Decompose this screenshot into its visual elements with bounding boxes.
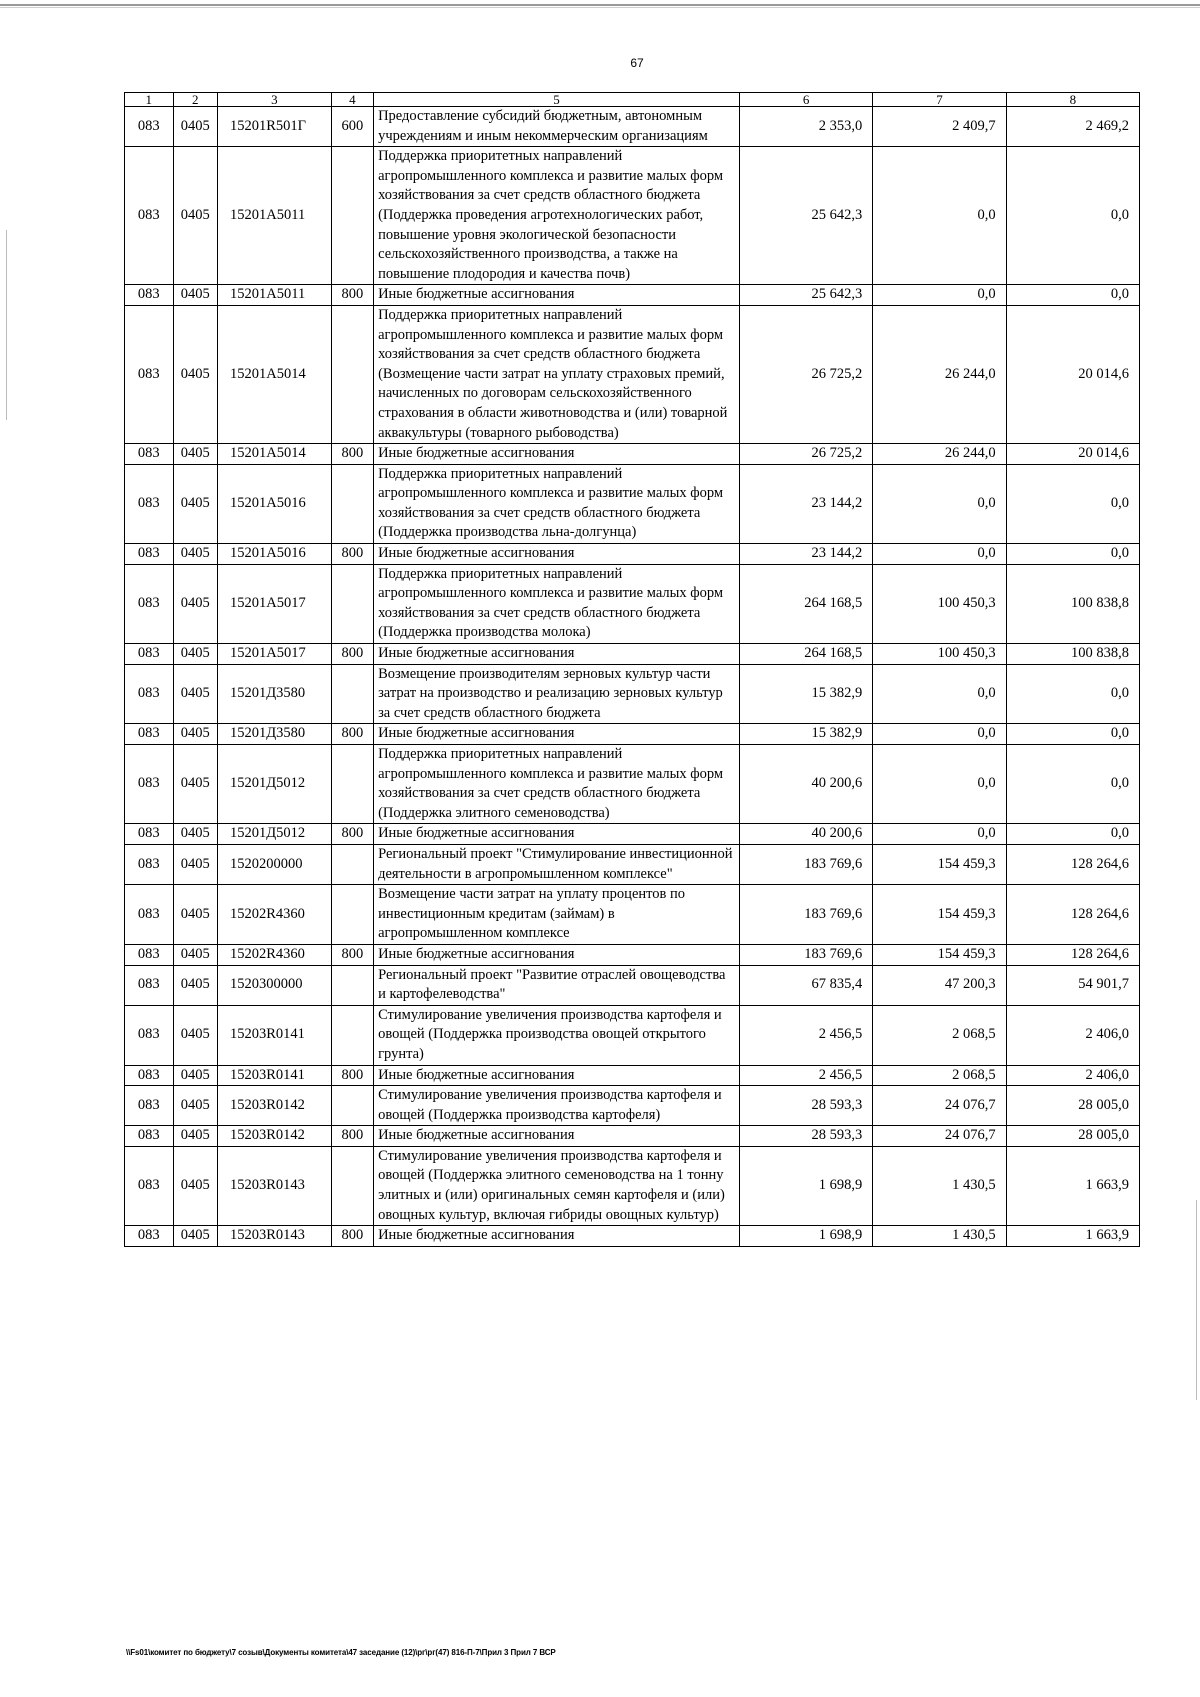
item-name: Иные бюджетные ассигнования <box>374 544 740 565</box>
ministry-code: 083 <box>125 1146 174 1225</box>
amount-year-1: 183 769,6 <box>739 885 872 945</box>
expense-type-code: 800 <box>331 1226 373 1247</box>
expense-type-code <box>331 745 373 824</box>
target-article-code: 15201Д3580 <box>218 664 332 724</box>
section-code: 0405 <box>173 107 217 147</box>
file-path-footer: \\Fs01\комитет по бюджету\7 созыв\Документы комитета\47 заседание (12)\рг\рг(47) 816-П-7\Прил 3 Прил 7 ВСР <box>126 1648 556 1657</box>
item-name: Региональный проект "Стимулирование инвестиционной деятельности в агропромышленном комплексе" <box>374 844 740 884</box>
section-code: 0405 <box>173 944 217 965</box>
amount-year-2: 2 409,7 <box>873 107 1006 147</box>
ministry-code: 083 <box>125 285 174 306</box>
amount-year-3: 28 005,0 <box>1006 1086 1139 1126</box>
amount-year-1: 26 725,2 <box>739 444 872 465</box>
table-row <box>125 1086 1140 1126</box>
ministry-code: 083 <box>125 745 174 824</box>
column-number-row <box>125 93 1140 107</box>
amount-year-2: 2 068,5 <box>873 1065 1006 1086</box>
expense-type-code: 800 <box>331 824 373 845</box>
amount-year-3: 20 014,6 <box>1006 305 1139 443</box>
expense-type-code <box>331 664 373 724</box>
amount-year-1: 28 593,3 <box>739 1126 872 1147</box>
amount-year-3: 0,0 <box>1006 824 1139 845</box>
section-code: 0405 <box>173 1086 217 1126</box>
target-article-code: 1520300000 <box>218 965 332 1005</box>
amount-year-2: 47 200,3 <box>873 965 1006 1005</box>
expense-type-code: 800 <box>331 1065 373 1086</box>
ministry-code: 083 <box>125 824 174 845</box>
table-row <box>125 664 1140 724</box>
amount-year-2: 0,0 <box>873 544 1006 565</box>
column-number: 2 <box>173 93 217 107</box>
ministry-code: 083 <box>125 1065 174 1086</box>
table-row <box>125 1226 1140 1247</box>
item-name: Стимулирование увеличения производства картофеля и овощей (Поддержка производства картофеля) <box>374 1086 740 1126</box>
expense-type-code <box>331 885 373 945</box>
table-row <box>125 965 1140 1005</box>
amount-year-3: 100 838,8 <box>1006 564 1139 643</box>
ministry-code: 083 <box>125 147 174 285</box>
target-article-code: 15203R0143 <box>218 1146 332 1225</box>
item-name: Иные бюджетные ассигнования <box>374 1226 740 1247</box>
table-row <box>125 944 1140 965</box>
amount-year-3: 100 838,8 <box>1006 644 1139 665</box>
section-code: 0405 <box>173 664 217 724</box>
amount-year-1: 264 168,5 <box>739 644 872 665</box>
table-row <box>125 544 1140 565</box>
item-name: Поддержка приоритетных направлений агропромышленного комплекса и развитие малых форм хозяйствования за счет средств областного бюджета (Поддержка элитного семеноводства) <box>374 745 740 824</box>
amount-year-2: 154 459,3 <box>873 885 1006 945</box>
amount-year-1: 40 200,6 <box>739 824 872 845</box>
scan-edge-mark <box>6 230 7 420</box>
ministry-code: 083 <box>125 965 174 1005</box>
section-code: 0405 <box>173 305 217 443</box>
expense-type-code: 800 <box>331 644 373 665</box>
table-row <box>125 107 1140 147</box>
table-row <box>125 1065 1140 1086</box>
amount-year-2: 26 244,0 <box>873 444 1006 465</box>
item-name: Иные бюджетные ассигнования <box>374 824 740 845</box>
amount-year-2: 154 459,3 <box>873 844 1006 884</box>
item-name: Возмещение части затрат на уплату процентов по инвестиционным кредитам (займам) в агропромышленном комплексе <box>374 885 740 945</box>
table-row <box>125 444 1140 465</box>
target-article-code: 15202R4360 <box>218 944 332 965</box>
amount-year-2: 0,0 <box>873 147 1006 285</box>
target-article-code: 1520200000 <box>218 844 332 884</box>
amount-year-1: 25 642,3 <box>739 147 872 285</box>
table-row <box>125 147 1140 285</box>
ministry-code: 083 <box>125 1005 174 1065</box>
table-row <box>125 285 1140 306</box>
expense-type-code <box>331 564 373 643</box>
amount-year-3: 2 406,0 <box>1006 1005 1139 1065</box>
target-article-code: 15201Д5012 <box>218 824 332 845</box>
amount-year-3: 54 901,7 <box>1006 965 1139 1005</box>
amount-year-1: 2 353,0 <box>739 107 872 147</box>
expense-type-code: 800 <box>331 444 373 465</box>
amount-year-3: 20 014,6 <box>1006 444 1139 465</box>
section-code: 0405 <box>173 1005 217 1065</box>
section-code: 0405 <box>173 444 217 465</box>
amount-year-2: 24 076,7 <box>873 1086 1006 1126</box>
amount-year-1: 1 698,9 <box>739 1226 872 1247</box>
table-row <box>125 1126 1140 1147</box>
amount-year-3: 2 406,0 <box>1006 1065 1139 1086</box>
expense-type-code <box>331 305 373 443</box>
section-code: 0405 <box>173 147 217 285</box>
section-code: 0405 <box>173 745 217 824</box>
expense-type-code <box>331 1005 373 1065</box>
ministry-code: 083 <box>125 1126 174 1147</box>
column-number: 3 <box>218 93 332 107</box>
table-row <box>125 885 1140 945</box>
item-name: Иные бюджетные ассигнования <box>374 724 740 745</box>
target-article-code: 15203R0143 <box>218 1226 332 1247</box>
item-name: Поддержка приоритетных направлений агропромышленного комплекса и развитие малых форм хозяйствования за счет средств областного бюджета (Возмещение части затрат на уплату страховых премий, начисленных по договорам сельскохозяйственного страхования в области животноводства и (или) товарной аквакультуры (товарного рыбоводства) <box>374 305 740 443</box>
section-code: 0405 <box>173 1226 217 1247</box>
amount-year-2: 26 244,0 <box>873 305 1006 443</box>
ministry-code: 083 <box>125 1086 174 1126</box>
amount-year-2: 0,0 <box>873 745 1006 824</box>
item-name: Возмещение производителям зерновых культур части затрат на производство и реализацию зерновых культур за счет средств областного бюджета <box>374 664 740 724</box>
column-number: 8 <box>1006 93 1139 107</box>
table-row <box>125 305 1140 443</box>
item-name: Иные бюджетные ассигнования <box>374 644 740 665</box>
expense-type-code <box>331 844 373 884</box>
amount-year-2: 0,0 <box>873 824 1006 845</box>
amount-year-3: 0,0 <box>1006 745 1139 824</box>
amount-year-3: 0,0 <box>1006 147 1139 285</box>
amount-year-1: 183 769,6 <box>739 844 872 884</box>
amount-year-2: 0,0 <box>873 724 1006 745</box>
expense-type-code <box>331 1146 373 1225</box>
amount-year-1: 40 200,6 <box>739 745 872 824</box>
ministry-code: 083 <box>125 844 174 884</box>
table-row <box>125 844 1140 884</box>
amount-year-2: 0,0 <box>873 464 1006 543</box>
expense-type-code: 800 <box>331 544 373 565</box>
table-row <box>125 724 1140 745</box>
amount-year-1: 67 835,4 <box>739 965 872 1005</box>
section-code: 0405 <box>173 285 217 306</box>
target-article-code: 15202R4360 <box>218 885 332 945</box>
amount-year-1: 23 144,2 <box>739 464 872 543</box>
amount-year-2: 1 430,5 <box>873 1226 1006 1247</box>
target-article-code: 15201A5014 <box>218 444 332 465</box>
section-code: 0405 <box>173 824 217 845</box>
table-row <box>125 1146 1140 1225</box>
amount-year-1: 183 769,6 <box>739 944 872 965</box>
section-code: 0405 <box>173 885 217 945</box>
amount-year-2: 100 450,3 <box>873 644 1006 665</box>
amount-year-2: 1 430,5 <box>873 1146 1006 1225</box>
target-article-code: 15201R501Г <box>218 107 332 147</box>
item-name: Иные бюджетные ассигнования <box>374 285 740 306</box>
section-code: 0405 <box>173 965 217 1005</box>
expense-type-code: 600 <box>331 107 373 147</box>
expense-type-code: 800 <box>331 944 373 965</box>
item-name: Иные бюджетные ассигнования <box>374 444 740 465</box>
amount-year-1: 264 168,5 <box>739 564 872 643</box>
table-row <box>125 464 1140 543</box>
target-article-code: 15201A5014 <box>218 305 332 443</box>
amount-year-1: 15 382,9 <box>739 664 872 724</box>
amount-year-3: 1 663,9 <box>1006 1146 1139 1225</box>
column-number: 1 <box>125 93 174 107</box>
amount-year-3: 28 005,0 <box>1006 1126 1139 1147</box>
section-code: 0405 <box>173 844 217 884</box>
item-name: Поддержка приоритетных направлений агропромышленного комплекса и развитие малых форм хозяйствования за счет средств областного бюджета (Поддержка производства молока) <box>374 564 740 643</box>
ministry-code: 083 <box>125 464 174 543</box>
expense-type-code <box>331 965 373 1005</box>
amount-year-1: 23 144,2 <box>739 544 872 565</box>
amount-year-1: 28 593,3 <box>739 1086 872 1126</box>
ministry-code: 083 <box>125 1226 174 1247</box>
scan-edge-mark <box>1196 1200 1197 1400</box>
target-article-code: 15203R0141 <box>218 1065 332 1086</box>
amount-year-3: 1 663,9 <box>1006 1226 1139 1247</box>
amount-year-3: 0,0 <box>1006 664 1139 724</box>
section-code: 0405 <box>173 464 217 543</box>
amount-year-3: 0,0 <box>1006 464 1139 543</box>
ministry-code: 083 <box>125 944 174 965</box>
budget-table <box>124 92 1140 1247</box>
ministry-code: 083 <box>125 107 174 147</box>
item-name: Поддержка приоритетных направлений агропромышленного комплекса и развитие малых форм хозяйствования за счет средств областного бюджета (Поддержка производства льна-долгунца) <box>374 464 740 543</box>
column-number: 5 <box>374 93 740 107</box>
table-row <box>125 745 1140 824</box>
ministry-code: 083 <box>125 564 174 643</box>
ministry-code: 083 <box>125 444 174 465</box>
target-article-code: 15201Д5012 <box>218 745 332 824</box>
item-name: Иные бюджетные ассигнования <box>374 1126 740 1147</box>
expense-type-code <box>331 464 373 543</box>
amount-year-2: 0,0 <box>873 664 1006 724</box>
section-code: 0405 <box>173 544 217 565</box>
item-name: Региональный проект "Развитие отраслей овощеводства и картофелеводства" <box>374 965 740 1005</box>
amount-year-2: 100 450,3 <box>873 564 1006 643</box>
amount-year-1: 2 456,5 <box>739 1065 872 1086</box>
expense-type-code <box>331 1086 373 1126</box>
amount-year-2: 0,0 <box>873 285 1006 306</box>
item-name: Иные бюджетные ассигнования <box>374 1065 740 1086</box>
table-row <box>125 1005 1140 1065</box>
column-number: 6 <box>739 93 872 107</box>
section-code: 0405 <box>173 724 217 745</box>
item-name: Иные бюджетные ассигнования <box>374 944 740 965</box>
item-name: Поддержка приоритетных направлений агропромышленного комплекса и развитие малых форм хозяйствования за счет средств областного бюджета (Поддержка проведения агротехнологических работ, повышение уровня экологической безопасности сельскохозяйственного производства, а также на повышение плодородия и качества почв) <box>374 147 740 285</box>
section-code: 0405 <box>173 644 217 665</box>
ministry-code: 083 <box>125 885 174 945</box>
ministry-code: 083 <box>125 305 174 443</box>
item-name: Стимулирование увеличения производства картофеля и овощей (Поддержка производства овощей открытого грунта) <box>374 1005 740 1065</box>
ministry-code: 083 <box>125 544 174 565</box>
amount-year-3: 0,0 <box>1006 285 1139 306</box>
amount-year-3: 0,0 <box>1006 544 1139 565</box>
target-article-code: 15201A5011 <box>218 147 332 285</box>
amount-year-2: 2 068,5 <box>873 1005 1006 1065</box>
amount-year-1: 2 456,5 <box>739 1005 872 1065</box>
target-article-code: 15203R0141 <box>218 1005 332 1065</box>
amount-year-1: 15 382,9 <box>739 724 872 745</box>
amount-year-3: 0,0 <box>1006 724 1139 745</box>
table-row <box>125 564 1140 643</box>
expense-type-code: 800 <box>331 1126 373 1147</box>
amount-year-2: 154 459,3 <box>873 944 1006 965</box>
amount-year-3: 128 264,6 <box>1006 844 1139 884</box>
target-article-code: 15201A5011 <box>218 285 332 306</box>
expense-type-code: 800 <box>331 285 373 306</box>
ministry-code: 083 <box>125 644 174 665</box>
column-number: 7 <box>873 93 1006 107</box>
scan-edge-line <box>0 7 1200 8</box>
item-name: Предоставление субсидий бюджетным, автономным учреждениям и иным некоммерческим организациям <box>374 107 740 147</box>
item-name: Стимулирование увеличения производства картофеля и овощей (Поддержка элитного семеноводства на 1 тонну элитных и (или) оригинальных семян картофеля и (или) овощных культур, включая гибриды овощных культур) <box>374 1146 740 1225</box>
column-number: 4 <box>331 93 373 107</box>
amount-year-3: 128 264,6 <box>1006 885 1139 945</box>
table-row <box>125 644 1140 665</box>
target-article-code: 15201A5017 <box>218 644 332 665</box>
ministry-code: 083 <box>125 664 174 724</box>
expense-type-code: 800 <box>331 724 373 745</box>
amount-year-1: 25 642,3 <box>739 285 872 306</box>
target-article-code: 15201Д3580 <box>218 724 332 745</box>
scan-edge-line <box>0 4 1200 6</box>
target-article-code: 15201A5016 <box>218 544 332 565</box>
amount-year-2: 24 076,7 <box>873 1126 1006 1147</box>
section-code: 0405 <box>173 564 217 643</box>
section-code: 0405 <box>173 1126 217 1147</box>
page-number: 67 <box>630 56 644 70</box>
target-article-code: 15203R0142 <box>218 1086 332 1126</box>
expense-type-code <box>331 147 373 285</box>
target-article-code: 15203R0142 <box>218 1126 332 1147</box>
amount-year-3: 128 264,6 <box>1006 944 1139 965</box>
target-article-code: 15201A5017 <box>218 564 332 643</box>
amount-year-1: 26 725,2 <box>739 305 872 443</box>
target-article-code: 15201A5016 <box>218 464 332 543</box>
amount-year-1: 1 698,9 <box>739 1146 872 1225</box>
section-code: 0405 <box>173 1146 217 1225</box>
amount-year-3: 2 469,2 <box>1006 107 1139 147</box>
table-row <box>125 824 1140 845</box>
ministry-code: 083 <box>125 724 174 745</box>
section-code: 0405 <box>173 1065 217 1086</box>
